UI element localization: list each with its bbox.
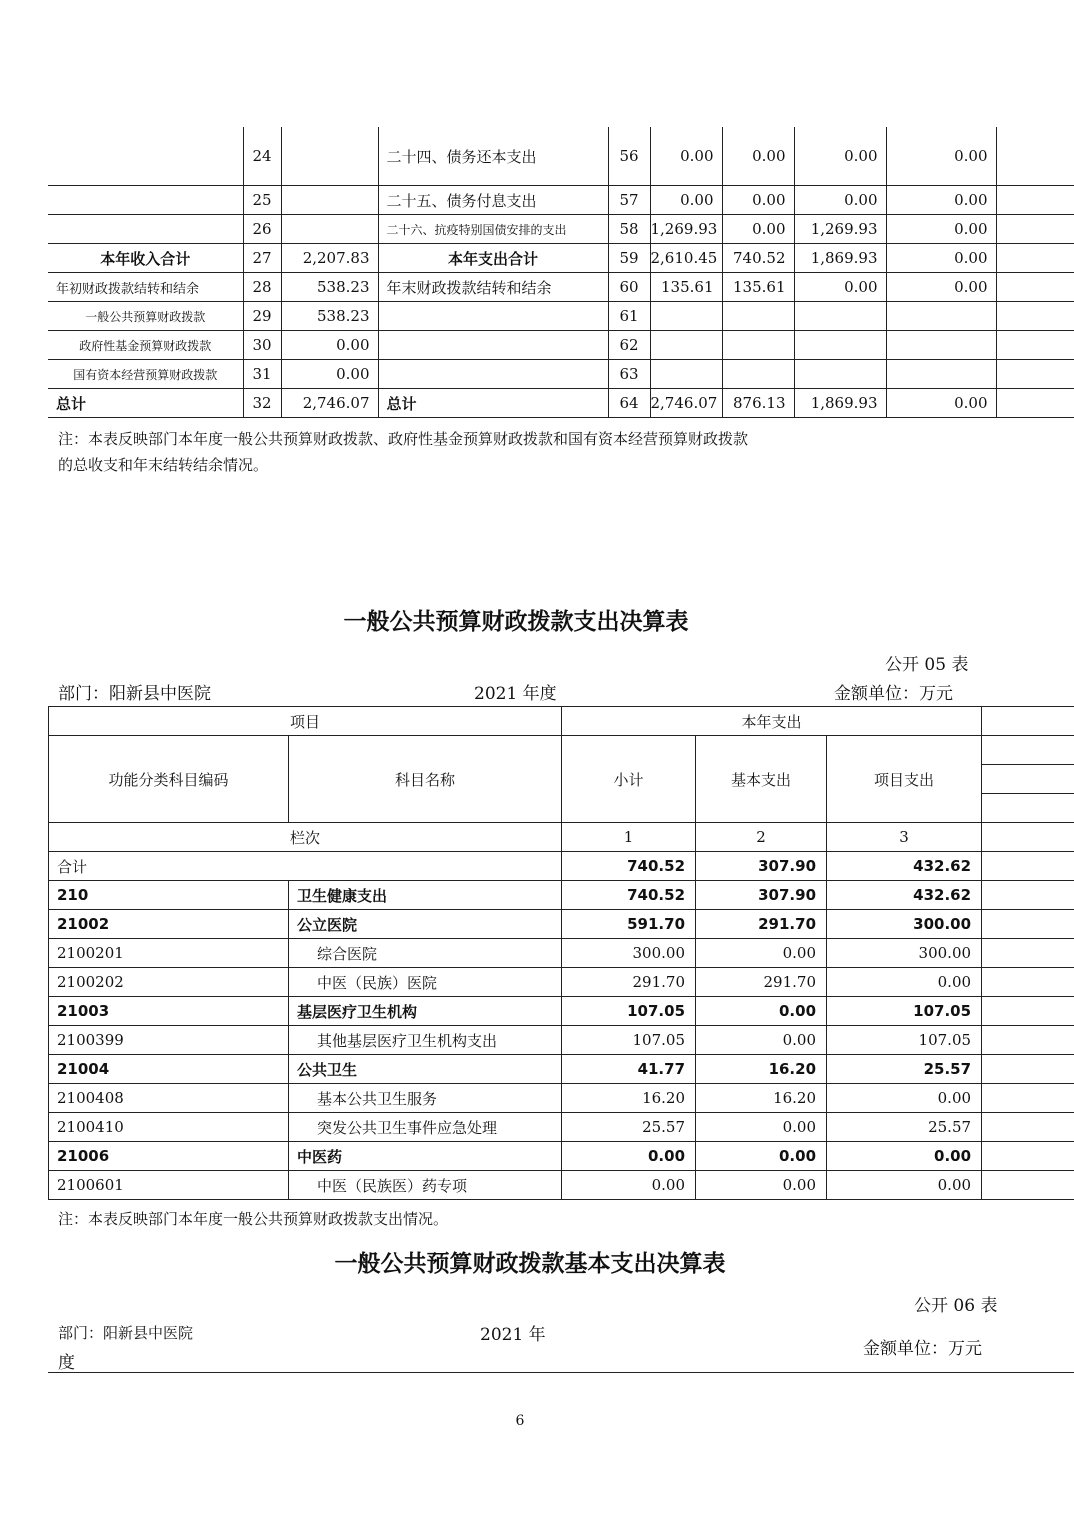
subject-name: 公共卫生 [289, 1055, 562, 1084]
table3-code: 公开 06 表 [914, 1296, 998, 1316]
column-index-2: 2 [696, 823, 827, 852]
income-expense-summary-table [48, 127, 1074, 418]
value-col-3 [794, 360, 886, 389]
right-label [378, 360, 608, 389]
header-extra-cell [982, 765, 1074, 794]
basic-expense-value: 291.70 [696, 910, 827, 939]
left-row-number: 31 [243, 360, 281, 389]
extra-cell [996, 273, 1074, 302]
value-col-2: 0.00 [722, 186, 794, 215]
left-label [48, 215, 243, 244]
table1-note-line1: 注：本表反映部门本年度一般公共预算财政拨款、政府性基金预算财政拨款和国有资本经营预算财政拨款 [58, 430, 749, 448]
basic-expense-value: 0.00 [696, 997, 827, 1026]
left-row-number: 26 [243, 215, 281, 244]
value-col-4: 0.00 [886, 186, 996, 215]
subject-name: 综合医院 [289, 939, 562, 968]
table2-row [49, 1113, 1074, 1142]
extra-cell [982, 1084, 1074, 1113]
table2-row [49, 1026, 1074, 1055]
value-col-1: 0.00 [650, 127, 722, 186]
subtotal-value: 300.00 [562, 939, 696, 968]
extra-cell [996, 331, 1074, 360]
left-row-number: 27 [243, 244, 281, 273]
header-subtotal: 小计 [562, 736, 696, 823]
value-col-3: 0.00 [794, 273, 886, 302]
column-index-3: 3 [827, 823, 982, 852]
right-row-number: 60 [608, 273, 650, 302]
extra-cell [982, 1142, 1074, 1171]
basic-expense-value: 16.20 [696, 1084, 827, 1113]
value-col-3: 0.00 [794, 186, 886, 215]
basic-expense-value: 307.90 [696, 881, 827, 910]
right-row-number: 61 [608, 302, 650, 331]
column-index-label: 栏次 [49, 823, 562, 852]
left-amount [281, 186, 378, 215]
right-row-number: 56 [608, 127, 650, 186]
value-col-2: 0.00 [722, 215, 794, 244]
value-col-4 [886, 302, 996, 331]
right-row-number: 64 [608, 389, 650, 418]
extra-cell [982, 1171, 1074, 1200]
extra-cell [996, 215, 1074, 244]
value-col-1: 135.61 [650, 273, 722, 302]
project-expense-value: 0.00 [827, 1171, 982, 1200]
subtotal-value: 0.00 [562, 1142, 696, 1171]
left-amount: 538.23 [281, 302, 378, 331]
value-col-3: 1,869.93 [794, 244, 886, 273]
subtotal-value: 107.05 [562, 997, 696, 1026]
right-label: 二十五、债务付息支出 [378, 186, 608, 215]
value-col-3: 1,269.93 [794, 215, 886, 244]
total-basic: 307.90 [696, 852, 827, 881]
subject-name: 公立医院 [289, 910, 562, 939]
subtotal-value: 740.52 [562, 881, 696, 910]
value-col-1: 2,610.45 [650, 244, 722, 273]
function-code: 2100399 [49, 1026, 289, 1055]
left-amount: 0.00 [281, 331, 378, 360]
right-label [378, 302, 608, 331]
table2-code: 公开 05 表 [885, 655, 969, 675]
right-label: 总计 [378, 389, 608, 418]
left-row-number: 28 [243, 273, 281, 302]
function-code: 21002 [49, 910, 289, 939]
extra-cell [982, 1026, 1074, 1055]
table1-row [48, 360, 1074, 389]
value-col-1 [650, 331, 722, 360]
left-label [48, 127, 243, 186]
left-amount: 2,746.07 [281, 389, 378, 418]
extra-cell [996, 127, 1074, 186]
left-row-number: 25 [243, 186, 281, 215]
project-expense-value: 300.00 [827, 939, 982, 968]
right-row-number: 62 [608, 331, 650, 360]
table2-year: 2021 年度 [474, 684, 557, 704]
table2-row [49, 1055, 1074, 1084]
basic-expense-value: 0.00 [696, 1026, 827, 1055]
right-label: 二十四、债务还本支出 [378, 127, 608, 186]
project-expense-value: 107.05 [827, 1026, 982, 1055]
subtotal-value: 0.00 [562, 1171, 696, 1200]
basic-expense-value: 0.00 [696, 1171, 827, 1200]
function-code: 21006 [49, 1142, 289, 1171]
header-this-year: 本年支出 [562, 707, 982, 736]
header-extra [982, 707, 1074, 736]
left-label: 本年收入合计 [48, 244, 243, 273]
left-amount [281, 127, 378, 186]
basic-expense-value: 0.00 [696, 1142, 827, 1171]
left-amount [281, 215, 378, 244]
table2-unit: 金额单位：万元 [834, 684, 953, 704]
extra-cell [982, 881, 1074, 910]
project-expense-value: 107.05 [827, 997, 982, 1026]
project-expense-value: 0.00 [827, 1142, 982, 1171]
table1-row [48, 127, 1074, 186]
subtotal-value: 41.77 [562, 1055, 696, 1084]
function-code: 2100201 [49, 939, 289, 968]
project-expense-value: 25.57 [827, 1113, 982, 1142]
table2-row [49, 997, 1074, 1026]
extra-cell [996, 244, 1074, 273]
page-number: 6 [515, 1413, 525, 1429]
table2-row [49, 910, 1074, 939]
table1-row [48, 331, 1074, 360]
header-project-expense: 项目支出 [827, 736, 982, 823]
extra-cell [982, 968, 1074, 997]
value-col-2: 740.52 [722, 244, 794, 273]
right-label: 年末财政拨款结转和结余 [378, 273, 608, 302]
subtotal-value: 16.20 [562, 1084, 696, 1113]
extra-cell [982, 1113, 1074, 1142]
project-expense-value: 432.62 [827, 881, 982, 910]
left-amount: 0.00 [281, 360, 378, 389]
value-col-2: 135.61 [722, 273, 794, 302]
project-expense-value: 300.00 [827, 910, 982, 939]
subject-name: 中医药 [289, 1142, 562, 1171]
right-label: 本年支出合计 [378, 244, 608, 273]
table3-dept: 部门：阳新县中医院 [58, 1324, 194, 1342]
extra-cell [982, 1055, 1074, 1084]
function-code: 2100202 [49, 968, 289, 997]
table2-row [49, 968, 1074, 997]
extra-cell [996, 360, 1074, 389]
left-amount: 538.23 [281, 273, 378, 302]
table1-row [48, 302, 1074, 331]
header-basic: 基本支出 [696, 736, 827, 823]
value-col-2: 0.00 [722, 127, 794, 186]
table3-top-border [48, 1372, 1074, 1373]
value-col-4: 0.00 [886, 273, 996, 302]
subject-name: 基层医疗卫生机构 [289, 997, 562, 1026]
function-code: 2100601 [49, 1171, 289, 1200]
left-label [48, 186, 243, 215]
value-col-4: 0.00 [886, 127, 996, 186]
left-label: 年初财政拨款结转和结余 [48, 273, 243, 302]
subtotal-value: 291.70 [562, 968, 696, 997]
column-index-1: 1 [562, 823, 696, 852]
value-col-4: 0.00 [886, 244, 996, 273]
header-extra-cell [982, 794, 1074, 823]
table2-row [49, 1171, 1074, 1200]
value-col-2 [722, 302, 794, 331]
function-code: 210 [49, 881, 289, 910]
value-col-1: 1,269.93 [650, 215, 722, 244]
header-extra-cell [982, 736, 1074, 765]
column-index-extra [982, 823, 1074, 852]
value-col-3: 1,869.93 [794, 389, 886, 418]
left-row-number: 24 [243, 127, 281, 186]
table1-row [48, 215, 1074, 244]
table1-row [48, 186, 1074, 215]
table2-row [49, 1142, 1074, 1171]
table3-unit: 金额单位：万元 [863, 1339, 982, 1359]
subtotal-value: 25.57 [562, 1113, 696, 1142]
table3-year-tail: 度 [58, 1353, 75, 1373]
basic-expense-value: 291.70 [696, 968, 827, 997]
value-col-2 [722, 331, 794, 360]
extra-cell [982, 997, 1074, 1026]
value-col-4 [886, 331, 996, 360]
value-col-2 [722, 360, 794, 389]
function-code: 21004 [49, 1055, 289, 1084]
project-expense-value: 0.00 [827, 1084, 982, 1113]
right-row-number: 59 [608, 244, 650, 273]
subject-name: 卫生健康支出 [289, 881, 562, 910]
total-subtotal: 740.52 [562, 852, 696, 881]
extra-cell [982, 939, 1074, 968]
total-extra [982, 852, 1074, 881]
general-budget-expense-table [48, 706, 1074, 1200]
basic-expense-value: 0.00 [696, 1113, 827, 1142]
right-row-number: 57 [608, 186, 650, 215]
function-code: 2100410 [49, 1113, 289, 1142]
table2-row [49, 939, 1074, 968]
value-col-1: 2,746.07 [650, 389, 722, 418]
table2-row [49, 1084, 1074, 1113]
left-label: 一般公共预算财政拨款 [48, 302, 243, 331]
extra-cell [996, 389, 1074, 418]
function-code: 21003 [49, 997, 289, 1026]
extra-cell [982, 910, 1074, 939]
table2-title: 一般公共预算财政拨款支出决算表 [343, 609, 689, 635]
total-project: 432.62 [827, 852, 982, 881]
value-col-1 [650, 360, 722, 389]
value-col-2: 876.13 [722, 389, 794, 418]
header-code: 功能分类科目编码 [49, 736, 289, 823]
header-name: 科目名称 [289, 736, 562, 823]
table1-row [48, 273, 1074, 302]
left-row-number: 32 [243, 389, 281, 418]
project-expense-value: 25.57 [827, 1055, 982, 1084]
left-label: 国有资本经营预算财政拨款 [48, 360, 243, 389]
left-label: 总计 [48, 389, 243, 418]
left-row-number: 30 [243, 331, 281, 360]
right-label: 二十六、抗疫特别国债安排的支出 [378, 215, 608, 244]
subject-name: 其他基层医疗卫生机构支出 [289, 1026, 562, 1055]
table2-row [49, 881, 1074, 910]
value-col-3: 0.00 [794, 127, 886, 186]
table1-row [48, 244, 1074, 273]
value-col-1 [650, 302, 722, 331]
right-row-number: 58 [608, 215, 650, 244]
right-label [378, 331, 608, 360]
table3-title: 一般公共预算财政拨款基本支出决算表 [334, 1251, 726, 1277]
extra-cell [996, 302, 1074, 331]
table2-dept: 部门：阳新县中医院 [58, 684, 211, 704]
subtotal-value: 107.05 [562, 1026, 696, 1055]
header-project: 项目 [49, 707, 562, 736]
subject-name: 突发公共卫生事件应急处理 [289, 1113, 562, 1142]
table1-row [48, 389, 1074, 418]
value-col-4 [886, 360, 996, 389]
value-col-1: 0.00 [650, 186, 722, 215]
subject-name: 中医（民族医）药专项 [289, 1171, 562, 1200]
value-col-3 [794, 302, 886, 331]
left-amount: 2,207.83 [281, 244, 378, 273]
table2-note: 注：本表反映部门本年度一般公共预算财政拨款支出情况。 [58, 1210, 449, 1228]
left-row-number: 29 [243, 302, 281, 331]
extra-cell [996, 186, 1074, 215]
project-expense-value: 0.00 [827, 968, 982, 997]
table3-year: 2021 年 [480, 1325, 546, 1345]
left-label: 政府性基金预算财政拨款 [48, 331, 243, 360]
basic-expense-value: 16.20 [696, 1055, 827, 1084]
right-row-number: 63 [608, 360, 650, 389]
table1-note-line2: 的总收支和年末结转结余情况。 [58, 456, 269, 474]
basic-expense-value: 0.00 [696, 939, 827, 968]
subtotal-value: 591.70 [562, 910, 696, 939]
subject-name: 基本公共卫生服务 [289, 1084, 562, 1113]
subject-name: 中医（民族）医院 [289, 968, 562, 997]
function-code: 2100408 [49, 1084, 289, 1113]
total-label: 合计 [49, 852, 562, 881]
value-col-4: 0.00 [886, 215, 996, 244]
value-col-3 [794, 331, 886, 360]
value-col-4: 0.00 [886, 389, 996, 418]
